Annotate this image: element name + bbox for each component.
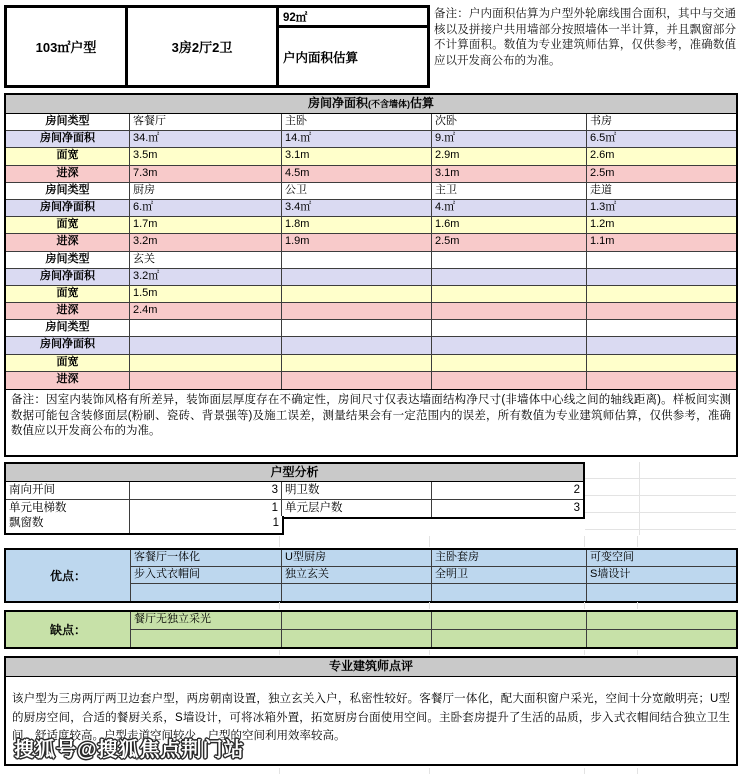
cell (587, 320, 736, 337)
cons-item (282, 612, 432, 630)
table-row (6, 500, 583, 518)
row-label: 房间类型 (6, 252, 130, 269)
cell (432, 269, 587, 286)
cell: 2.5m (432, 234, 587, 251)
cell: 2.4m (130, 303, 282, 320)
pros-item (282, 584, 432, 601)
row-label: 房间净面积 (6, 200, 130, 217)
cons-label: 缺点： (6, 612, 131, 647)
cell: 14.㎡ (282, 131, 432, 148)
room-count-cell: 3房2厅2卫 (125, 5, 279, 88)
table-row (6, 320, 736, 337)
row-label: 进深 (6, 303, 130, 320)
watermark: 搜狐号@搜狐焦点荆门站 (14, 739, 245, 761)
cell: 次卧 (432, 114, 587, 131)
table-row (6, 337, 736, 354)
pros-item: 主卧套房 (432, 550, 587, 567)
title-tail: 估算 (410, 96, 435, 110)
table-row (6, 269, 736, 286)
analysis-last-row (4, 516, 284, 535)
table-row (6, 252, 736, 269)
cell: 3.1m (432, 166, 587, 183)
gridline-area (4, 768, 738, 774)
cell: 4.5m (282, 166, 432, 183)
row-label: 房间净面积 (6, 269, 130, 286)
cell: 2.9m (432, 148, 587, 165)
row-label: 房间类型 (6, 183, 130, 200)
cell: 公卫 (282, 183, 432, 200)
cell (432, 286, 587, 303)
inner-area-value-cell: 92㎡ (276, 5, 430, 28)
cell (282, 286, 432, 303)
pros-item: U型厨房 (282, 550, 432, 567)
cons-item (587, 612, 736, 630)
cell (432, 337, 587, 354)
pros-item: 客餐厅一体化 (131, 550, 282, 567)
cell (282, 320, 432, 337)
analysis-value: 1 (130, 500, 282, 518)
cell: 主卧 (282, 114, 432, 131)
cell: 1.1m (587, 234, 736, 251)
cell (130, 320, 282, 337)
cell (130, 372, 282, 389)
layout-analysis-table (4, 462, 585, 519)
table-row (6, 234, 736, 251)
cell: 7.3m (130, 166, 282, 183)
cell (432, 355, 587, 372)
table-row (6, 183, 736, 200)
cell: 6.5㎡ (587, 131, 736, 148)
cell: 玄关 (130, 252, 282, 269)
analysis-label: 飘窗数 (6, 516, 130, 533)
row-label: 面宽 (6, 286, 130, 303)
cell: 6.㎡ (130, 200, 282, 217)
cell: 客餐厅 (130, 114, 282, 131)
cell: 1.8m (282, 217, 432, 234)
analysis-value: 1 (272, 517, 279, 529)
cell: 1.6m (432, 217, 587, 234)
table-row (6, 286, 736, 303)
pros-item: 全明卫 (432, 567, 587, 584)
pros-item: 独立玄关 (282, 567, 432, 584)
review-title: 专业建筑师点评 (6, 658, 736, 677)
row-label: 房间类型 (6, 320, 130, 337)
pros-block (4, 548, 738, 603)
analysis-label: 明卫数 (282, 482, 432, 500)
cons-item: 餐厅无独立采光 (131, 612, 282, 630)
cell (432, 372, 587, 389)
table-row (6, 114, 736, 131)
cons-block (4, 610, 738, 649)
cons-item (131, 630, 282, 648)
gridline-area (585, 462, 736, 535)
cell (587, 372, 736, 389)
gridline-area (4, 602, 738, 609)
pros-item (432, 584, 587, 601)
table-row (131, 550, 736, 567)
cell: 1.3㎡ (587, 200, 736, 217)
room-net-area-table (4, 93, 738, 391)
analysis-value: 2 (432, 482, 583, 500)
cell (587, 337, 736, 354)
table-row (6, 217, 736, 234)
cell: 3.2㎡ (130, 269, 282, 286)
room-table-title (6, 95, 736, 114)
cell (432, 303, 587, 320)
row-label: 进深 (6, 372, 130, 389)
cell: 3.1m (282, 148, 432, 165)
cell (282, 337, 432, 354)
cell: 3.2m (130, 234, 282, 251)
analysis-value: 3 (130, 482, 282, 500)
review-text: 该户型为三房两厅两卫边套户型，两房朝南设置，独立玄关入户，私密性较好。客餐厅一体化，配大面积窗户采光，空间十分宽敞明亮；U型的厨房空间，合适的餐厨关系，S墙设计，可将冰箱外置，拓宽厨房台面使用空间。主卧套房提升了生活的品质，步入式衣帽间结合独立卫生间，舒适度较高。户型走道空间较少，户型的空间利用效率较高。 (12, 693, 730, 742)
table-row (6, 166, 736, 183)
cell: 9.㎡ (432, 131, 587, 148)
cell (587, 252, 736, 269)
cell: 34.㎡ (130, 131, 282, 148)
cell: 2.6m (587, 148, 736, 165)
row-label: 房间净面积 (6, 337, 130, 354)
table-row (131, 630, 736, 648)
table-row (6, 355, 736, 372)
architect-review-block (4, 656, 738, 766)
cell (282, 269, 432, 286)
table-row (6, 482, 583, 500)
table-row (6, 148, 736, 165)
row-label: 房间净面积 (6, 131, 130, 148)
cons-item (282, 630, 432, 648)
cell: 走道 (587, 183, 736, 200)
cell: 1.2m (587, 217, 736, 234)
row-label: 房间类型 (6, 114, 130, 131)
pros-label: 优点： (6, 550, 131, 601)
cell: 1.5m (130, 286, 282, 303)
measurement-note: 备注：因室内装饰风格有所差异，装饰面层厚度存在不确定性，房间尺寸仅表达墙面结构净尺寸(非墙体中心线之间的轴线距离)。样板间实测数据可能包含装修面层(粉刷、瓷砖、背景强等)及施工误差，测量结果会有一定范围内的误差，所有数值为专业建筑师估算，仅供参考，准确数值应以开发商公布的为准。 (4, 390, 738, 457)
gridline-area (4, 536, 738, 547)
table-row (131, 612, 736, 630)
pros-item (587, 584, 736, 601)
cell (130, 355, 282, 372)
cell: 书房 (587, 114, 736, 131)
table-row (6, 131, 736, 148)
cell (432, 252, 587, 269)
unit-size-cell: 103㎡户型 (4, 5, 128, 88)
cell (432, 320, 587, 337)
row-label: 面宽 (6, 217, 130, 234)
analysis-title: 户型分析 (6, 464, 583, 482)
pros-item (131, 584, 282, 601)
analysis-value: 3 (573, 501, 580, 514)
cell: 厨房 (130, 183, 282, 200)
table-row (131, 584, 736, 601)
gridline-area (4, 650, 738, 655)
cell (587, 355, 736, 372)
cell: 主卫 (432, 183, 587, 200)
table-row (131, 567, 736, 584)
row-label: 面宽 (6, 355, 130, 372)
cell (282, 355, 432, 372)
cons-item (587, 630, 736, 648)
cell: 4.㎡ (432, 200, 587, 217)
analysis-label: 单元电梯数 (6, 500, 130, 518)
pros-item: S墙设计 (587, 567, 736, 584)
cell: 3.4㎡ (282, 200, 432, 217)
title-main: 房间净面积 (307, 96, 368, 110)
title-small: (不含墙体) (368, 99, 410, 109)
cell: 2.5m (587, 166, 736, 183)
row-label: 面宽 (6, 148, 130, 165)
table-row (6, 372, 736, 389)
analysis-label: 南向开间 (6, 482, 130, 500)
cell: 1.7m (130, 217, 282, 234)
cell (587, 269, 736, 286)
row-label: 进深 (6, 166, 130, 183)
cell (282, 372, 432, 389)
cell: 3.5m (130, 148, 282, 165)
cell (587, 286, 736, 303)
pros-item: 步入式衣帽间 (131, 567, 282, 584)
header-note: 备注：户内面积估算为户型外轮廓线围合面积，其中与交通核以及拼接户共用墙部分按照墙体一半计算，并且飘窗部分不计算面积。数值为专业建筑师估算，仅供参考，准确数值应以开发商公布的为准。 (434, 8, 736, 67)
inner-area-label-cell: 户内面积估算 (276, 25, 430, 88)
cons-item (432, 630, 587, 648)
cell (282, 252, 432, 269)
pros-item: 可变空间 (587, 550, 736, 567)
table-row (6, 200, 736, 217)
table-row (6, 303, 736, 320)
analysis-label: 单元层户数 (282, 500, 432, 518)
cell (130, 337, 282, 354)
cell: 1.9m (282, 234, 432, 251)
cons-item (432, 612, 587, 630)
row-label: 进深 (6, 234, 130, 251)
cell (282, 303, 432, 320)
cell (587, 303, 736, 320)
